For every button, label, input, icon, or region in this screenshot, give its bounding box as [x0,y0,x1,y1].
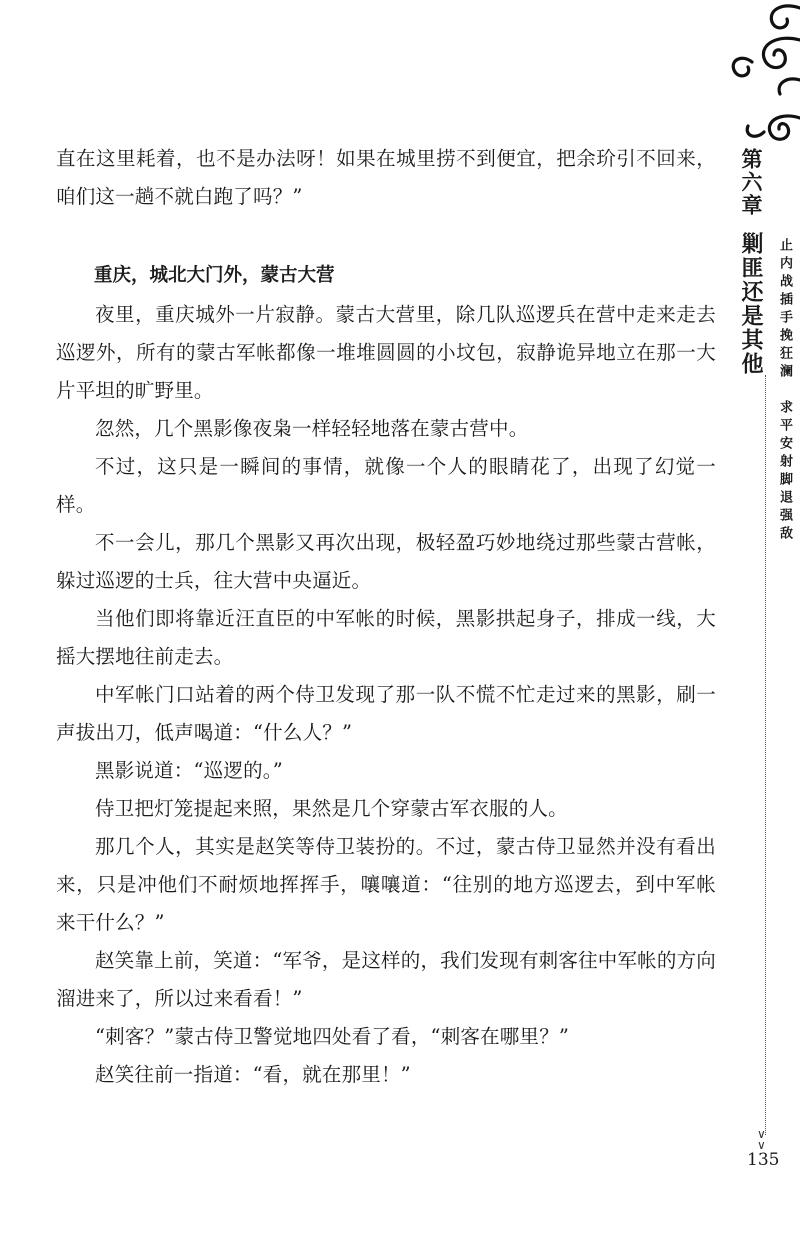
paragraph: 赵笑靠上前，笑道：“军爷，是这样的，我们发现有刺客往中军帐的方向溜进来了，所以过来看看！” [56,949,716,1010]
paragraph: 黑影说道：“巡逻的。” [95,759,283,782]
paragraph: 侍卫把灯笼提起来照，果然是几个穿蒙古军衣服的人。 [95,797,568,820]
paragraph: “刺客？”蒙古侍卫警觉地四处看了看，“刺客在哪里？” [95,1025,570,1048]
paragraph: 不一会儿，那几个黑影又再次出现，极轻盈巧妙地绕过那些蒙古营帐，躲过巡逻的士兵，往大营中央逼近。 [56,531,716,592]
chevron-down-icon: ∨ [757,1138,766,1152]
chapter-subtitle-line-2: 求平安射脚退强敌 [777,400,792,544]
chevron-down-icon: ∨ [757,1127,766,1141]
section-heading: 重庆，城北大门外，蒙古大营 [94,265,335,286]
paragraph: 赵笑往前一指道：“看，就在那里！” [95,1063,411,1086]
paragraph: 不过，这只是一瞬间的事情，就像一个人的眼睛花了，出现了幻觉一样。 [56,455,716,516]
chapter-title: 剿匪还是其他 [738,232,764,376]
cloud-ornament-icon [690,0,800,150]
paragraph: 当他们即将靠近汪直臣的中军帐的时候，黑影拱起身子，排成一线，大摇大摆地往前走去。 [56,607,716,668]
page-number: 135 [747,1150,780,1170]
sidebar-dotted-divider [765,375,766,1135]
chapter-number: 第六章 [739,148,764,217]
paragraph: 中军帐门口站着的两个侍卫发现了那一队不慌不忙走过来的黑影，刷一声拔出刀，低声喝道：“什么人？” [56,683,716,744]
paragraph: 夜里，重庆城外一片寂静。蒙古大营里，除几队巡逻兵在营中走来走去巡逻外，所有的蒙古军帐都像一堆堆圆圆的小坟包，寂静诡异地立在那一大片平坦的旷野里。 [56,303,716,402]
paragraph: 那几个人，其实是赵笑等侍卫装扮的。不过，蒙古侍卫显然并没有看出来，只是冲他们不耐烦地挥挥手，嚷嚷道：“往别的地方巡逻去，到中军帐来干什么？” [56,835,716,934]
paragraph: 忽然，几个黑影像夜枭一样轻轻地落在蒙古营中。 [95,417,529,440]
chapter-subtitle-line-1: 止内战插手挽狂澜 [777,238,792,382]
body-text [56,140,716,1094]
paragraph: 直在这里耗着，也不是办法呀！如果在城里捞不到便宜，把余玠引不回来，咱们这一趟不就白跑了吗？” [56,147,716,208]
